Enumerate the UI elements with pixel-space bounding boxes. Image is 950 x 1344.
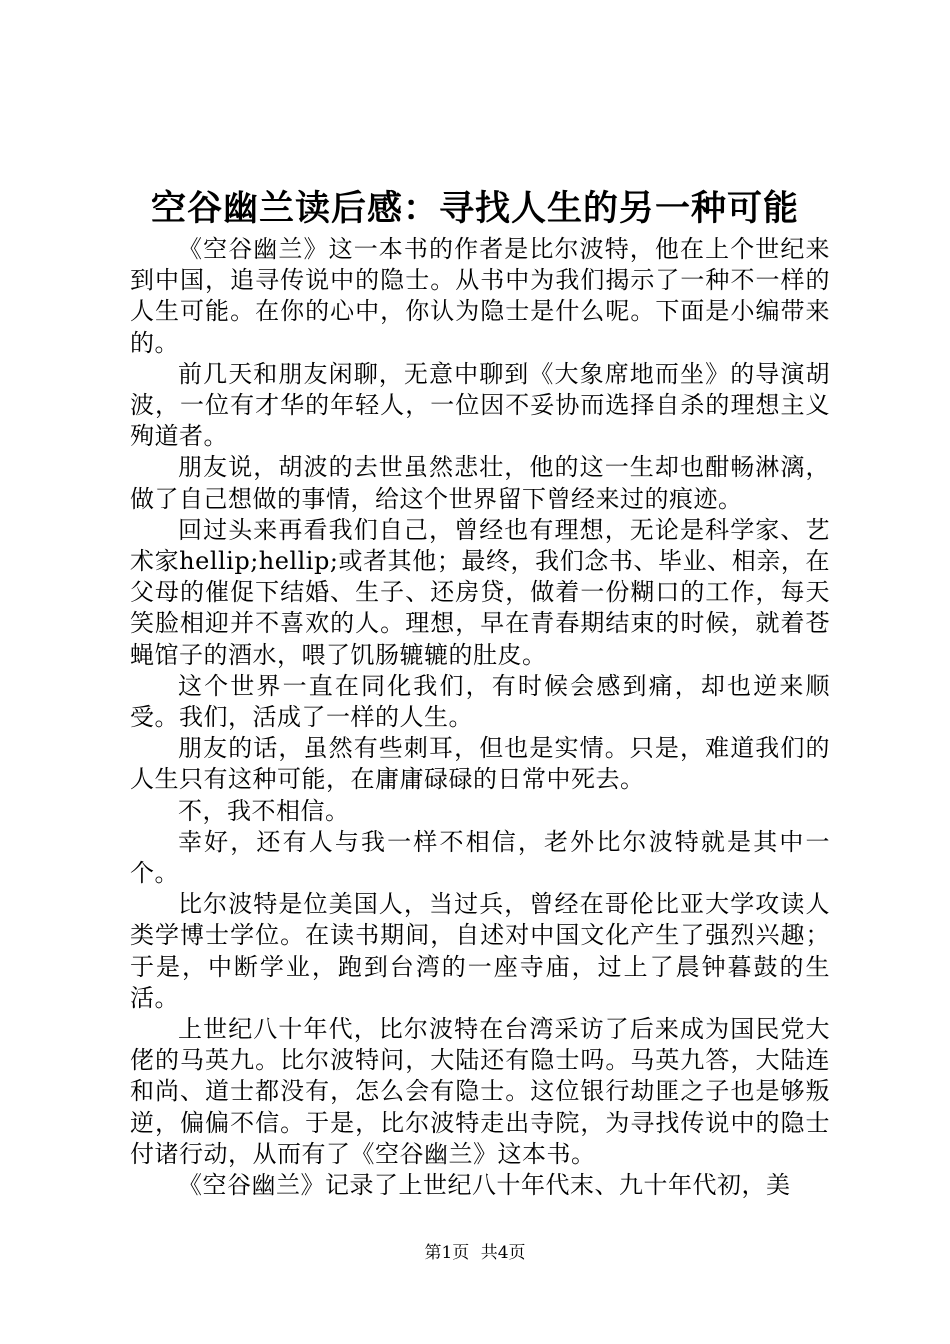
paragraph: 回过头来再看我们自己，曾经也有理想，无论是科学家、艺术家hellip;hellip;或者其他；最终，我们念书、毕业、相亲，在父母的催促下结婚、生子、还房贷，做着一份糊口的工作，每天笑脸相迎并不喜欢的人。理想，早在青春期结束的时候，就着苍蝇馆子的酒水，喂了饥肠辘辘的肚皮。 (130, 515, 830, 669)
document-body (130, 234, 830, 1201)
paragraph: 朋友的话，虽然有些刺耳，但也是实情。只是，难道我们的人生只有这种可能，在庸庸碌碌的日常中死去。 (130, 734, 830, 794)
page-title: 空谷幽兰读后感：寻找人生的另一种可能 (150, 188, 799, 229)
page-number: 第1页 共4页 (424, 1243, 526, 1263)
paragraph: 这个世界一直在同化我们，有时候会感到痛，却也逆来顺受。我们，活成了一样的人生。 (130, 671, 830, 732)
paragraph: 朋友说，胡波的去世虽然悲壮，他的这一生却也酣畅淋漓，做了自己想做的事情，给这个世界留下曾经来过的痕迹。 (130, 453, 830, 513)
paragraph: 《空谷幽兰》这一本书的作者是比尔波特，他在上个世纪来到中国，追寻传说中的隐士。从书中为我们揭示了一种不一样的人生可能。在你的心中，你认为隐士是什么呢。下面是小编带来的。 (130, 235, 830, 357)
paragraph: 《空谷幽兰》记录了上世纪八十年代末、九十年代初，美 (178, 1171, 791, 1200)
paragraph: 幸好，还有人与我一样不相信，老外比尔波特就是其中一个。 (130, 827, 830, 888)
paragraph: 比尔波特是位美国人，当过兵，曾经在哥伦比亚大学攻读人类学博士学位。在读书期间，自述对中国文化产生了强烈兴趣；于是，中断学业，跑到台湾的一座寺庙，过上了晨钟暮鼓的生活。 (130, 890, 830, 1012)
paragraph: 前几天和朋友闲聊，无意中聊到《大象席地而坐》的导演胡波，一位有才华的年轻人，一位因不妥协而选择自杀的理想主义殉道者。 (130, 359, 830, 451)
paragraph: 不，我不相信。 (178, 796, 350, 825)
paragraph: 上世纪八十年代，比尔波特在台湾采访了后来成为国民党大佬的马英九。比尔波特问，大陆还有隐士吗。马英九答，大陆连和尚、道士都没有，怎么会有隐士。这位银行劫匪之子也是够叛逆，偏偏不信。于是，比尔波特走出寺院，为寻找传说中的隐士付诸行动，从而有了《空谷幽兰》这本书。 (130, 1015, 830, 1168)
